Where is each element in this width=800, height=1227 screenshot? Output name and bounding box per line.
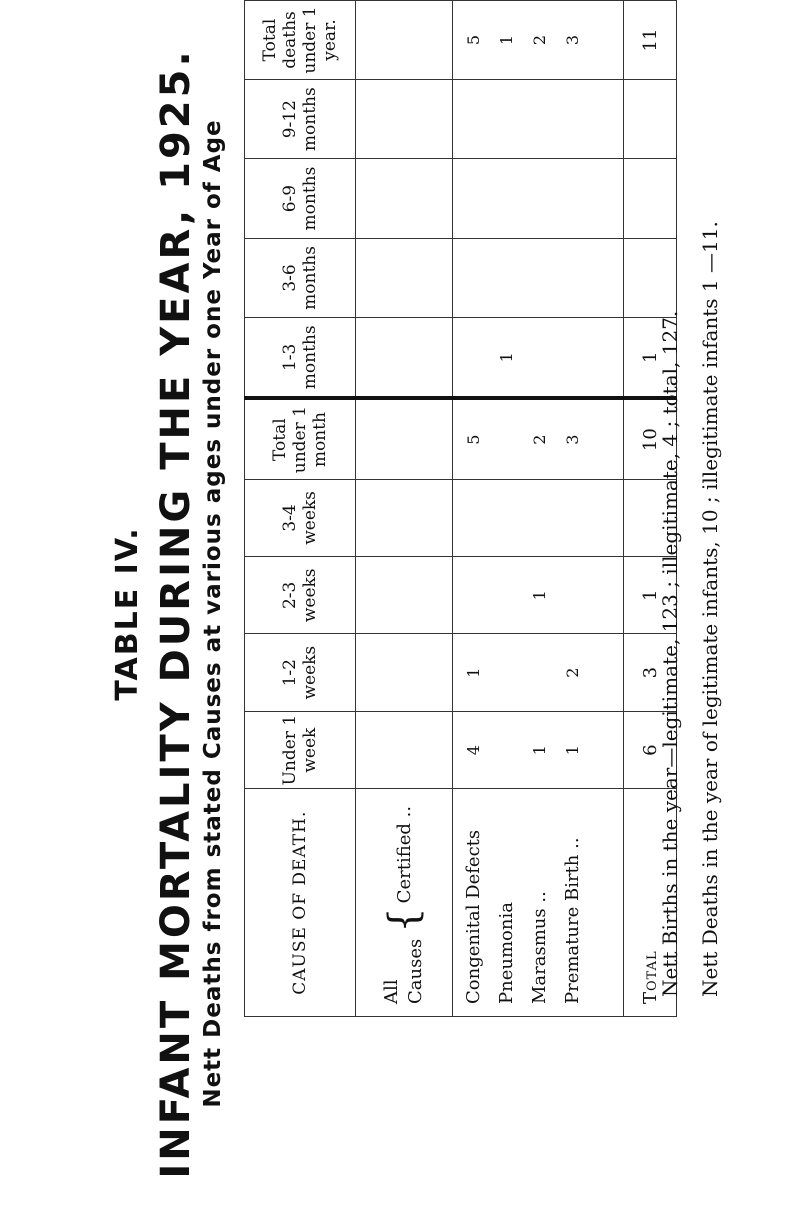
col-9-12-months: 9-12 months [245,80,356,159]
causes-row [453,1,624,1017]
certified-row [356,1,453,1017]
col-2-3-weeks: 2-3 weeks [245,557,356,634]
col-values [453,238,624,317]
col-6-9-months: 6-9 months [245,159,356,238]
col-values: 5 1 2 3 [453,1,624,80]
col-values: 4 1 1 [453,711,624,789]
col-values: 1 [453,318,624,399]
col-values: 1 2 [453,634,624,711]
col-3-6-months: 3-6 months [245,238,356,317]
total-row: Total 6 3 1 10 1 11 [624,1,677,1017]
col-values [453,159,624,238]
col-values [453,479,624,556]
total-label: Total [624,789,677,1017]
table-label: TABLE IV. [110,526,145,701]
header-row [245,1,356,1017]
mortality-table [244,0,677,1017]
cause-name: Pneumonia [496,902,517,1004]
col-values [453,80,624,159]
cause-list [453,789,624,1017]
col-3-4-weeks: 3-4 weeks [245,479,356,556]
cause-name: Premature Birth .. [562,837,583,1004]
col-total-under-1-month: Total under 1 month [245,399,356,480]
col-1-2-weeks: 1-2 weeks [245,634,356,711]
col-values: 1 [453,557,624,634]
footer-notes [650,221,730,997]
certified-label: All Causes { Certified .. [356,789,453,1017]
footer-births: Nett Births in the year—legitimate, 123 ; illegitimate, 4 ; total, 127. [658,310,682,997]
col-1-3-months: 1-3 months [245,318,356,399]
col-under-1-week: Under 1 week [245,711,356,789]
cause-name: Marasmus .. [529,891,550,1004]
col-cause: CAUSE OF DEATH. [245,789,356,1017]
page-subtitle: Nett Deaths from stated Causes at various ages under one Year of Age [200,119,226,1108]
footer-deaths: Nett Deaths in the year of legitimate infants, 10 ; illegitimate infants 1 —11. [698,221,722,997]
col-values: 5 2 3 [453,399,624,480]
col-total-under-1-year: Total deaths under 1 year. [245,1,356,80]
brace: { [381,907,427,933]
page-title: INFANT MORTALITY DURING THE YEAR, 1925. [153,48,199,1179]
cause-name: Congenital Defects [463,829,484,1004]
